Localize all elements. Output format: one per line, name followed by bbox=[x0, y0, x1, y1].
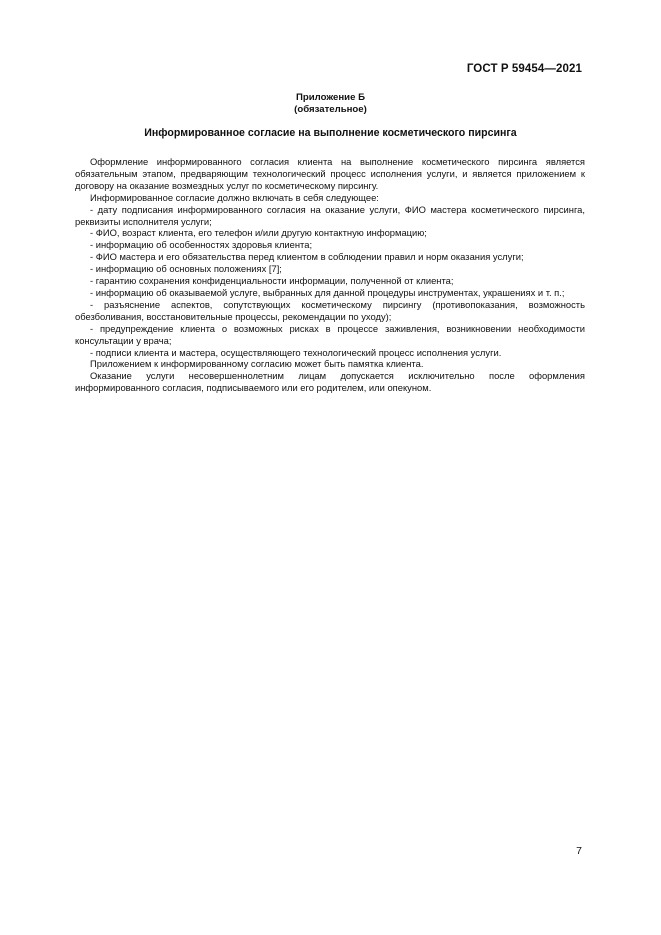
document-body bbox=[75, 156, 585, 394]
list-item: - гарантию сохранения конфиденциальности информации, полученной от клиента; bbox=[90, 275, 454, 287]
paragraph: Приложением к информированному согласию может быть памятка клиента. bbox=[90, 358, 424, 370]
appendix-status: (обязательное) bbox=[294, 104, 367, 115]
list-item: - информацию об оказываемой услуге, выбранных для данной процедуры инструментах, украшениях и т. п.; bbox=[90, 286, 565, 298]
paragraph: Информированное согласие должно включать в себя следующее: bbox=[90, 191, 379, 203]
list-item: - информацию об особенностях здоровья клиента; bbox=[90, 239, 313, 251]
list-item: - информацию об основных положениях [7]; bbox=[90, 263, 282, 275]
list-item: - дату подписания информированного согласия на оказание услуги, ФИО мастера косметического пирсинга, реквизиты исполнителя услуги; bbox=[75, 203, 585, 227]
standard-code: ГОСТ Р 59454—2021 bbox=[466, 63, 582, 75]
list-item: - предупреждение клиента о возможных рисках в процессе заживления, возникновении необходимости консультации у врача; bbox=[75, 322, 585, 346]
paragraph: Оформление информированного согласия клиента на выполнение косметического пирсинга является обязательным этапом, предваряющим технологический процесс исполнения услуги, и является приложением к договору на оказание возмездных услуг по косметическому пирсингу. bbox=[75, 156, 585, 191]
page-number: 7 bbox=[576, 845, 582, 857]
list-item: - ФИО, возраст клиента, его телефон и/или другую контактную информацию; bbox=[90, 227, 427, 239]
list-item: - подписи клиента и мастера, осуществляющего технологический процесс исполнения услуги. bbox=[90, 346, 502, 358]
list-item: - разъяснение аспектов, сопутствующих косметическому пирсингу (противопоказания, возможность обезболивания, восстановительные процессы, рекомендации по уходу); bbox=[75, 298, 585, 322]
paragraph: Оказание услуги несовершеннолетним лицам допускается исключительно после оформления информированного согласия, подписываемого или его родителем, или опекуном. bbox=[75, 370, 585, 394]
document-title: Информированное согласие на выполнение косметического пирсинга bbox=[144, 127, 517, 139]
list-item: - ФИО мастера и его обязательства перед клиентом в соблюдении правил и норм оказания услуги; bbox=[90, 251, 524, 263]
appendix-heading bbox=[0, 92, 661, 116]
appendix-label: Приложение Б bbox=[296, 92, 365, 103]
